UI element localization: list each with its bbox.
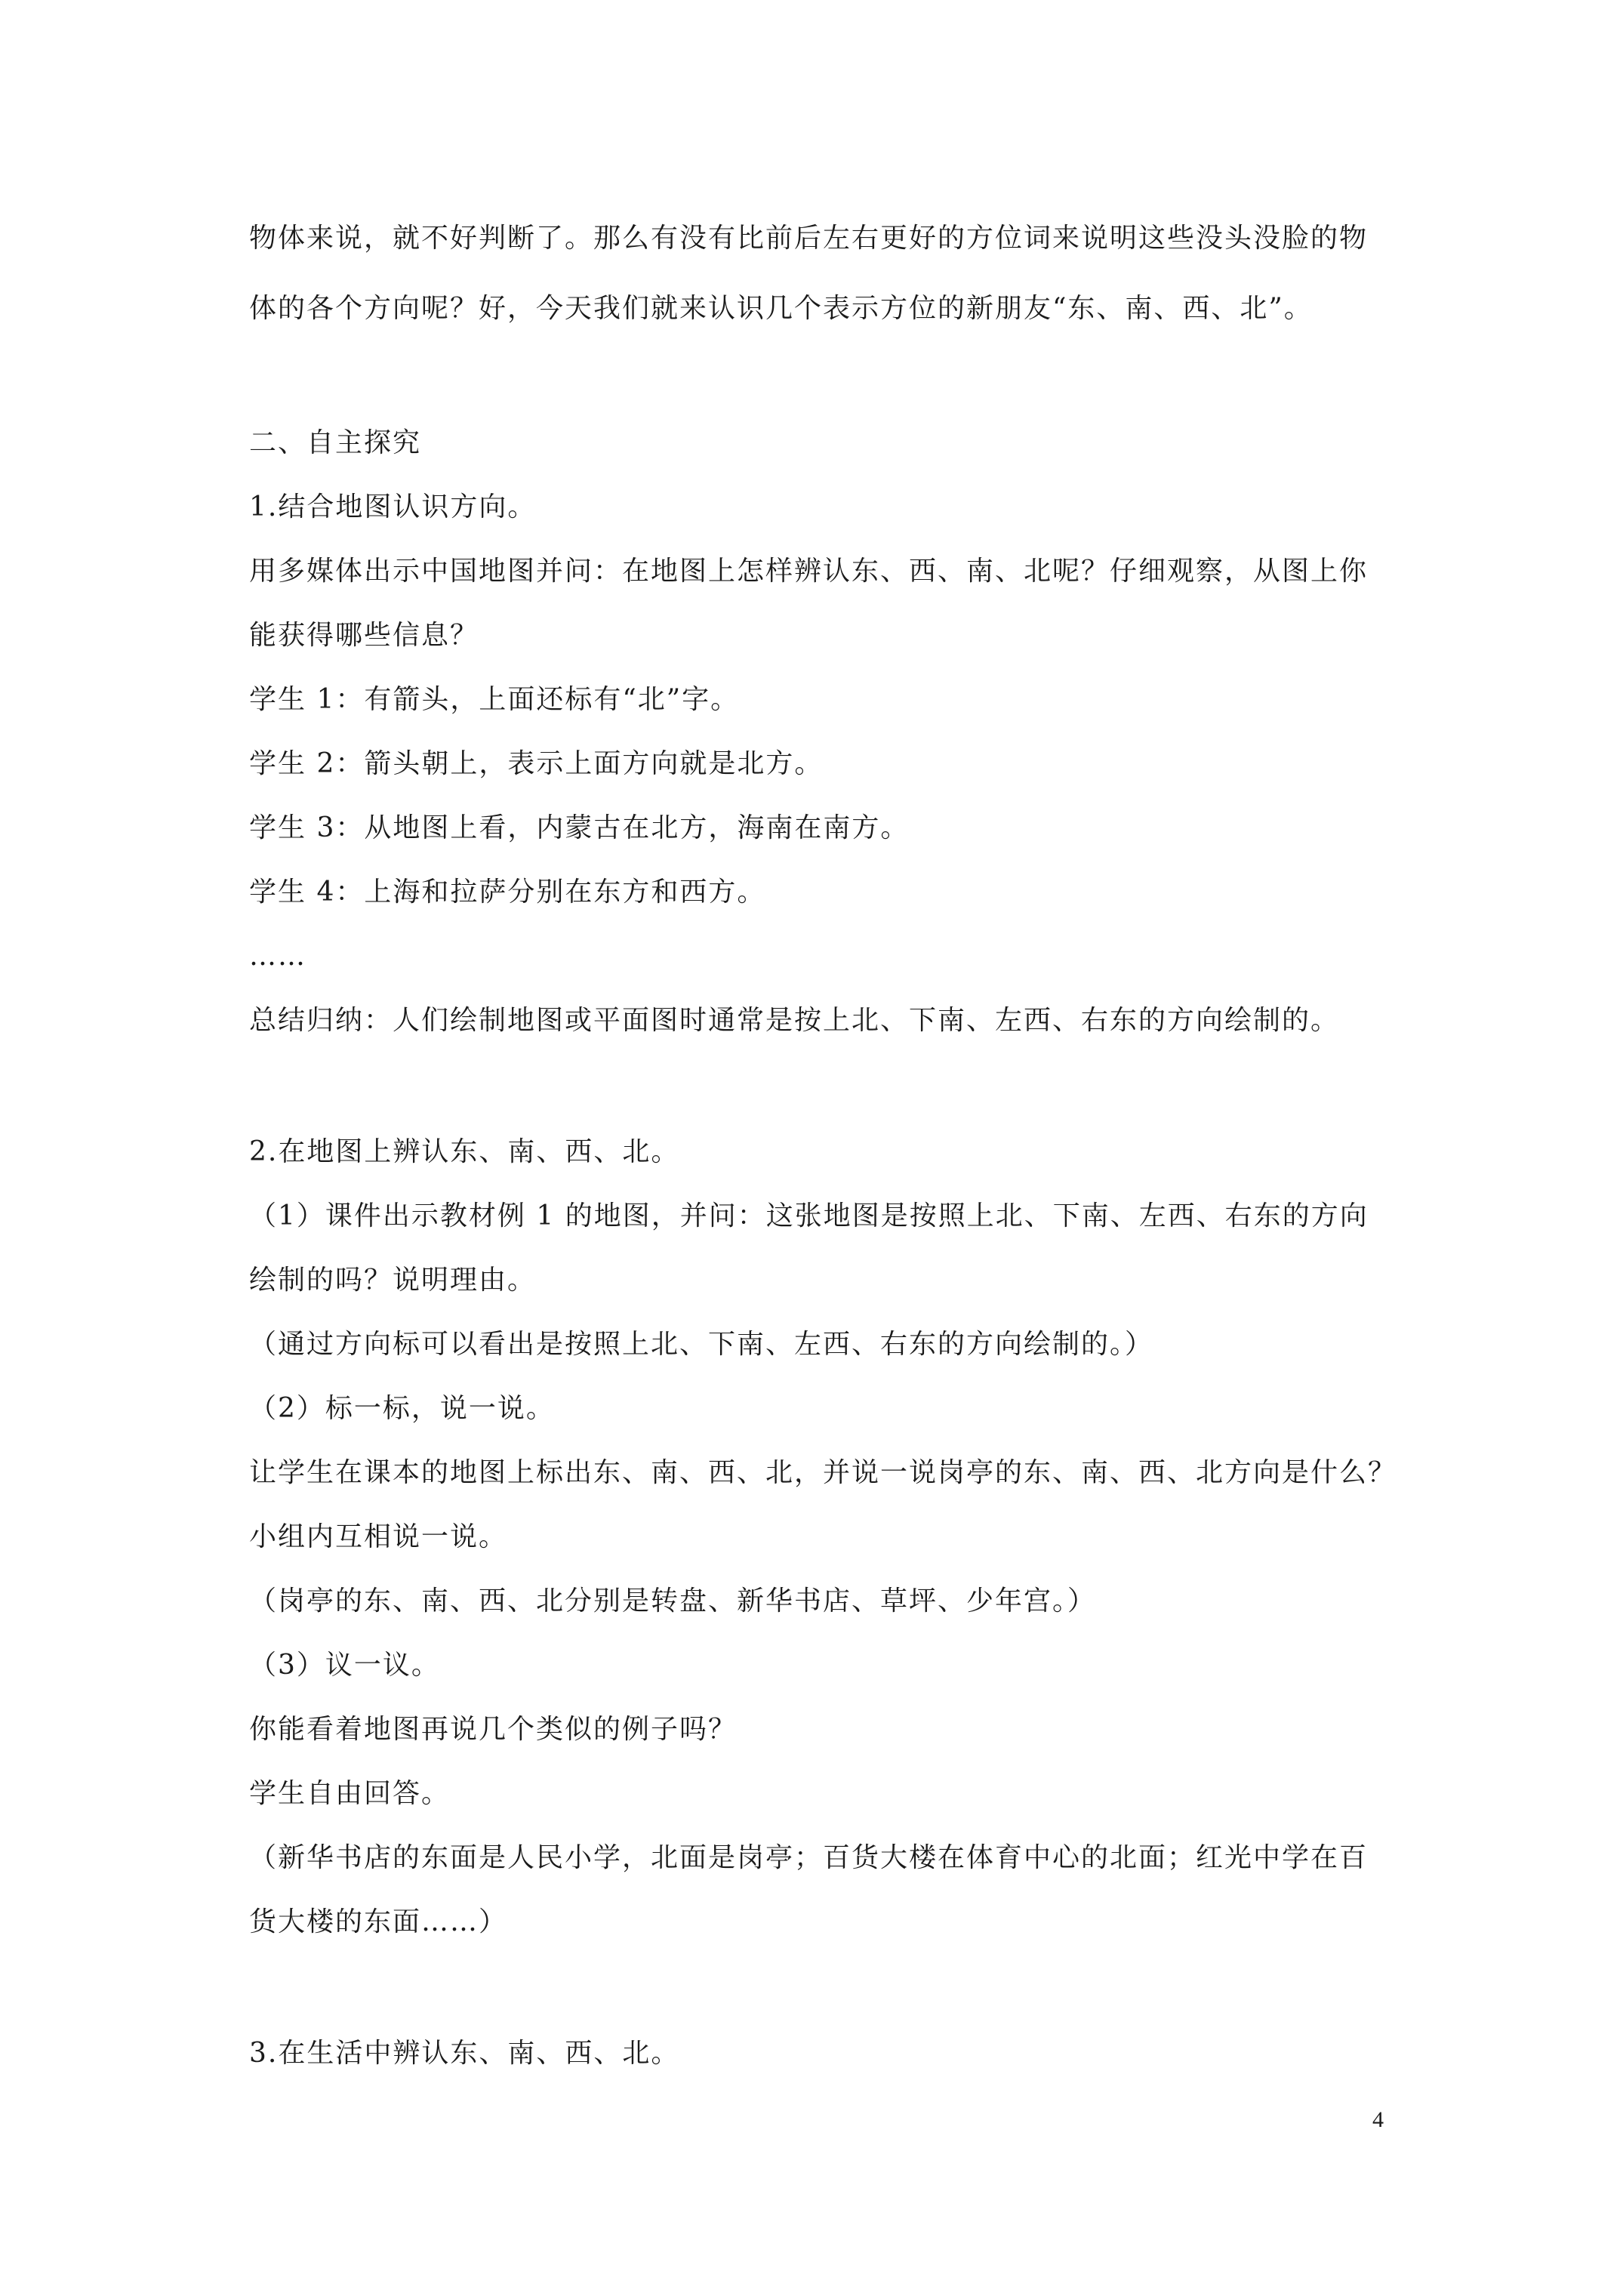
paragraph-line: 学生 2：箭头朝上，表示上面方向就是北方。 — [249, 748, 824, 779]
paragraph-line: 用多媒体出示中国地图并问：在地图上怎样辨认东、西、南、北呢？仔细观察，从图上你 — [249, 556, 1369, 587]
paragraph-line: 绘制的吗？说明理由。 — [249, 1265, 537, 1296]
paragraph-line: 学生自由回答。 — [249, 1778, 451, 1809]
paragraph-line: 货大楼的东面……） — [249, 1906, 508, 1937]
page-number: 4 — [1372, 2107, 1384, 2132]
paragraph-line: 学生 1：有箭头，上面还标有“北”字。 — [249, 684, 740, 715]
section-heading: 二、自主探究 — [249, 427, 422, 458]
paragraph-line: 学生 3：从地图上看，内蒙古在北方，海南在南方。 — [249, 812, 910, 843]
paragraph-line: 总结归纳：人们绘制地图或平面图时通常是按上北、下南、左西、右东的方向绘制的。 — [249, 1005, 1340, 1036]
paragraph-line: 让学生在课本的地图上标出东、南、西、北，并说一说岗亭的东、南、西、北方向是什么？ — [249, 1457, 1397, 1488]
paragraph-line: 能获得哪些信息？ — [249, 620, 479, 651]
paragraph-line: （1）课件出示教材例 1 的地图，并问：这张地图是按照上北、下南、左西、右东的方向 — [249, 1200, 1369, 1231]
subsection-heading: 1.结合地图认识方向。 — [249, 492, 537, 522]
paragraph-line: （2）标一标，说一说。 — [249, 1393, 555, 1424]
paragraph-line: （新华书店的东面是人民小学，北面是岗亭；百货大楼在体育中心的北面；红光中学在百 — [249, 1842, 1369, 1873]
paragraph-line: （通过方向标可以看出是按照上北、下南、左西、右东的方向绘制的。） — [249, 1329, 1154, 1360]
subsection-heading: 2.在地图上辨认东、南、西、北。 — [249, 1136, 680, 1167]
paragraph-line: 学生 4：上海和拉萨分别在东方和西方。 — [249, 877, 766, 908]
paragraph-line: 你能看着地图再说几个类似的例子吗？ — [249, 1714, 738, 1745]
ellipsis-line: …… — [249, 941, 306, 972]
paragraph-line: 物体来说，就不好判断了。那么有没有比前后左右更好的方位词来说明这些没头没脸的物 — [249, 223, 1369, 254]
paragraph-line: 体的各个方向呢？好，今天我们就来认识几个表示方位的新朋友“东、南、西、北”。 — [249, 293, 1313, 324]
paragraph-line: （岗亭的东、南、西、北分别是转盘、新华书店、草坪、少年宫。） — [249, 1586, 1097, 1616]
paragraph-line: 小组内互相说一说。 — [249, 1521, 508, 1552]
subsection-heading: 3.在生活中辨认东、南、西、北。 — [249, 2038, 680, 2069]
paragraph-line: （3）议一议。 — [249, 1650, 440, 1681]
